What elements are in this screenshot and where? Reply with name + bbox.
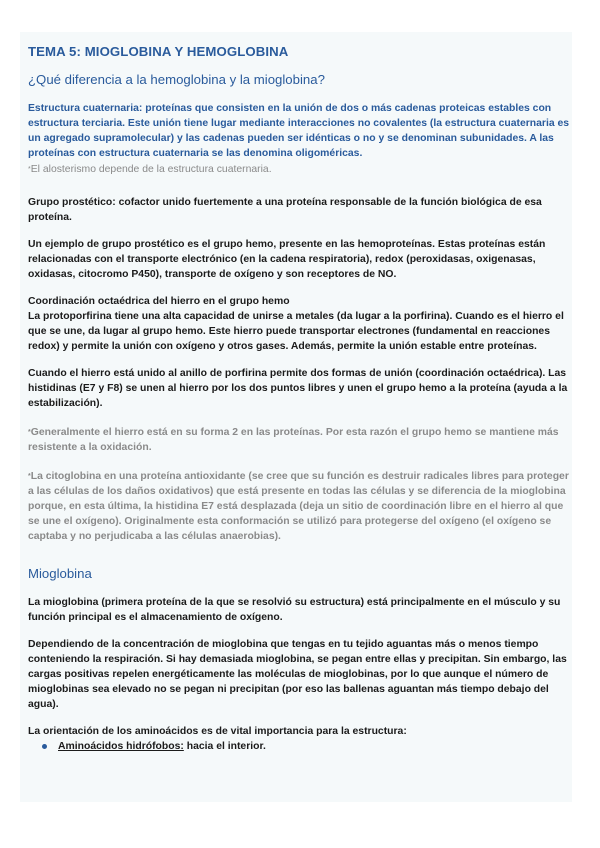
paragraph-orientacion: La orientación de los aminoácidos es de vital importancia para la estructura: xyxy=(28,726,407,737)
note-marker: * xyxy=(28,166,31,173)
list-item-text: hacia el interior. xyxy=(183,741,266,752)
paragraph-concentracion: Dependiendo de la concentración de mioglobina que tengas en tu tejido aguantas más o menos tiempo conteniendo la respiración. Si hay demasiada mioglobina, se pegan entre ellas y precipitan. Sin embargo, las cargas positivas repelen energéticamente las moléculas de mioglobinas, por lo que aunque el número de mioglobinas sea elevado no se pegan ni precipitan (por eso las ballenas aguantan más tiempo debajo del agua). xyxy=(28,639,567,710)
paragraph-estructura-cuaternaria: Estructura cuaternaria: proteínas que consisten en la unión de dos o más cadenas proteicas estables con estructura terciaria. Este unión tiene lugar mediante interacciones no covalentes (la estructura cuaternaria es un agregado supramolecular) y las cadenas pueden ser idénticas o no y se denominan subunidades. A las proteínas con estructura cuaternaria se las denomina oligoméricas. xyxy=(28,103,570,159)
bullet-icon xyxy=(42,744,47,749)
note-citoglobina xyxy=(28,469,572,544)
note-marker: * xyxy=(28,429,31,436)
aminoacid-list xyxy=(28,739,572,754)
note-forma-2-text: Generalmente el hierro está en su forma 2 en las proteínas. Por esta razón el grupo hemo se mantiene más resistente a la oxidación. xyxy=(28,427,559,453)
section-heading-mioglobina: Mioglobina xyxy=(28,566,92,581)
note-alosterismo-text: El alosterismo depende de la estructura cuaternaria. xyxy=(30,164,272,175)
note-forma-2 xyxy=(28,425,572,455)
list-item xyxy=(58,739,572,754)
list-item-term: Aminoácidos hidrófobos: xyxy=(58,741,184,752)
paragraph-grupo-hemo: Un ejemplo de grupo prostético es el grupo hemo, presente en las hemoproteínas. Estas proteínas están relacionadas con el transporte electrónico (en la cadena respiratoria), redox (peroxidasas, oxigenasas, oxidasas, citocromo P450), transporte de oxígeno y son receptores de NO. xyxy=(28,239,546,280)
note-citoglobina-text: La citoglobina en una proteína antioxidante (se cree que su función es destruir radicales libres para proteger a las células de los daños oxidativos) que está presente en todas las células y se diferencia de la mioglobina porque, en esta última, la histidina E7 está desplazada (deja un sitio de coordinación libre en el hierro al que se une el oxígeno). Originalmente esta conformación se utilizó para protegerse del oxígeno (el oxígeno se captaba y no perjudicaba a las células anaerobias). xyxy=(28,471,569,542)
paragraph-grupo-prostetico: Grupo prostético: cofactor unido fuertemente a una proteína responsable de la función biológica de esa proteína. xyxy=(28,197,542,223)
note-alosterismo xyxy=(28,162,572,177)
paragraph-mioglobina-intro: La mioglobina (primera proteína de la que se resolvió su estructura) está principalmente en el músculo y su función principal es el almacenamiento de oxígeno. xyxy=(28,597,561,623)
document-content xyxy=(28,44,572,754)
paragraph-histidinas: Cuando el hierro está unido al anillo de porfirina permite dos formas de unión (coordinación octaédrica). Las histidinas (E7 y F8) se unen al hierro por los dos puntos libres y unen el grupo hemo a la proteína (ayuda a la estabilización). xyxy=(28,368,568,409)
coordinacion-heading: Coordinación octaédrica del hierro en el grupo hemo xyxy=(28,296,290,307)
document-title: TEMA 5: MIOGLOBINA Y HEMOGLOBINA xyxy=(28,44,289,59)
note-marker: * xyxy=(28,473,31,480)
question-heading: ¿Qué diferencia a la hemoglobina y la mioglobina? xyxy=(28,72,325,87)
paragraph-protoporfirina: La protoporfirina tiene una alta capacidad de unirse a metales (da lugar a la porfirina). Cuando es el hierro el que se une, da lugar al grupo hemo. Este hierro puede transportar electrones (fundamental en reacciones redox) y permite la unión con oxígeno y otros gases. Además, permite la unión estable entre proteínas. xyxy=(28,311,564,352)
